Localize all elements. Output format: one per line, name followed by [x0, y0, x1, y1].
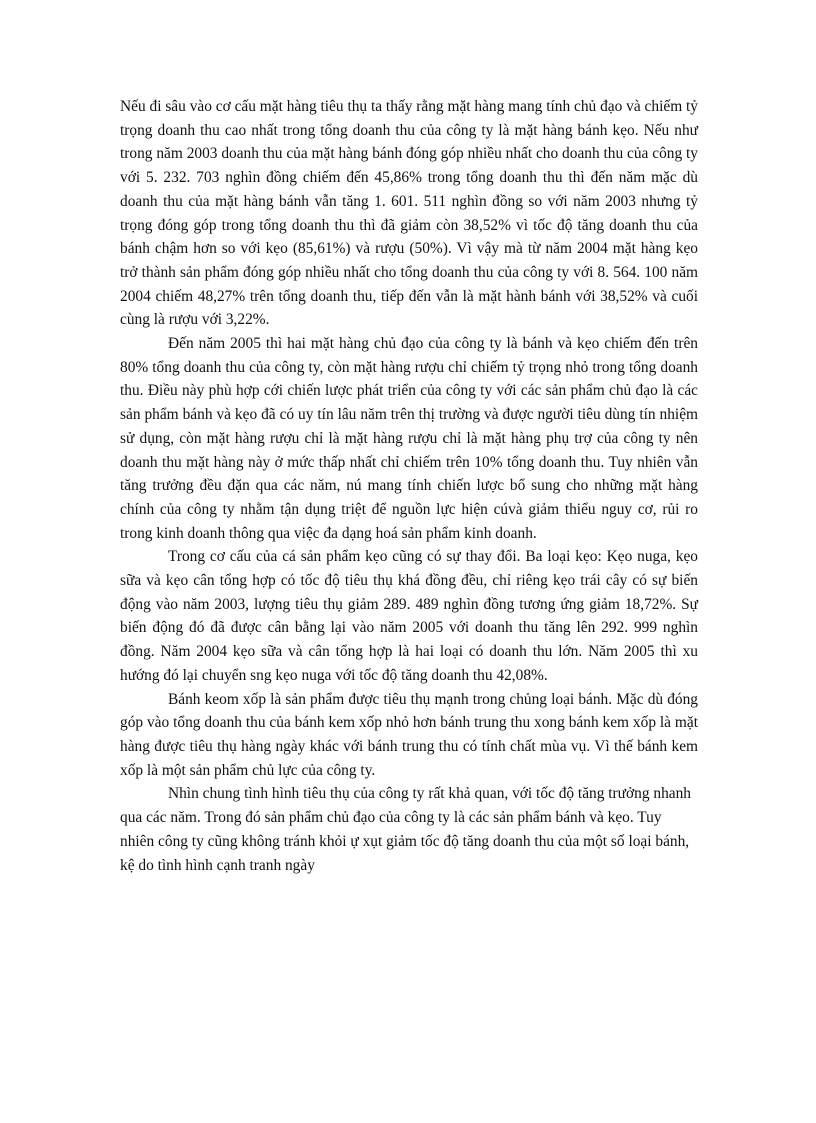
paragraph-overall-summary: Nhìn chung tình hình tiêu thụ của công ty rất khả quan, với tốc độ tăng trưởng nhanh qua các năm. Trong đó sản phẩm chủ đạo của công ty là các sản phẩm bánh và kẹo. Tuy nhiên công ty cũng không tránh khỏi ự xụt giảm tốc độ tăng doanh thu của một số loại bánh, kệ do tình hình cạnh tranh ngày: [120, 785, 692, 874]
document-page: [120, 95, 698, 877]
paragraph-wafer-cake: Bánh keom xốp là sản phẩm được tiêu thụ mạnh trong chủng loại bánh. Mặc dù đóng góp vào tổng doanh thu của bánh kem xốp nhỏ hơn bánh trung thu xong bánh kem xốp là mặt hàng được tiêu thụ hàng ngày khác với bánh trung thu có tính chất mùa vụ. Vì thế bánh kem xốp là một sản phẩm chủ lực của công ty.: [120, 690, 698, 779]
paragraph-candy-structure: Trong cơ cấu của cá sản phẩm kẹo cũng có sự thay đổi. Ba loại kẹo: Kẹo nuga, kẹo sữa và kẹo cân tổng hợp có tốc độ tiêu thụ khá đồng đều, chỉ riêng kẹo trái cây có sự biến động vào năm 2003, lượng tiêu thụ giảm 289. 489 nghìn đồng tương ứng giảm 18,72%. Sự biến động đó đã được cân bằng lại vào năm 2005 với doanh thu tăng lên 292. 999 nghìn đồng. Năm 2004 kẹo sữa và cân tổng hợp là hai loại có doanh thu lớn. Năm 2005 thì xu hướng đó lại chuyển sng kẹo nuga với tốc độ tăng doanh thu 42,08%.: [120, 548, 698, 684]
paragraph-2005-analysis: Đến năm 2005 thì hai mặt hàng chủ đạo của công ty là bánh và kẹo chiếm đến trên 80% tổng doanh thu của công ty, còn mặt hàng rượu chỉ chiếm tỷ trọng nhỏ trong tổng doanh thu. Điều này phù hợp cới chiến lược phát triển của công ty với các sản phẩm chủ đạo là các sản phẩm bánh và kẹo đã có uy tín lâu năm trên thị trường và được người tiêu dùng tín nhiệm sử dụng, còn mặt hàng rượu chỉ là mặt hàng rượu chỉ là mặt hàng phụ trợ của công ty nên doanh thu mặt hàng này ở mức thấp nhất chỉ chiếm trên 10% tổng doanh thu. Tuy nhiên vẫn tăng trưởng đều đặn qua các năm, nú mang tính chiến lược bổ sung cho những mặt hàng chính của công ty nhằm tận dụng triệt để nguồn lực hiện cúvà giảm thiểu nguy cơ, rủi ro trong kinh doanh thông qua việc đa dạng hoá sản phẩm kinh doanh.: [120, 335, 698, 542]
paragraph-product-structure: Nếu đi sâu vào cơ cấu mặt hàng tiêu thụ ta thấy rằng mặt hàng mang tính chủ đạo và chiếm tỷ trọng doanh thu cao nhất trong tổng doanh thu của công ty là mặt hàng bánh kẹo. Nếu như trong năm 2003 doanh thu của mặt hàng bánh đóng góp nhiều nhất cho doanh thu của công ty với 5. 232. 703 nghìn đồng chiếm đến 45,86% trong tổng doanh thu thì đến năm mặc dù doanh thu của mặt hàng bánh vẫn tăng 1. 601. 511 nghìn đồng so với năm 2003 nhưng tỷ trọng đóng góp trong tổng doanh thu thì đã giảm còn 38,52% vì tốc độ tăng doanh thu của bánh chậm hơn so với kẹo (85,61%) và rượu (50%). Vì vậy mà từ năm 2004 mặt hàng kẹo trở thành sản phẩm đóng góp nhiều nhất cho tổng doanh thu của công ty với 8. 564. 100 năm 2004 chiếm 48,27% trên tổng doanh thu, tiếp đến vẫn là mặt hành bánh với 38,52% và cuối cùng là rượu với 3,22%.: [120, 98, 698, 329]
